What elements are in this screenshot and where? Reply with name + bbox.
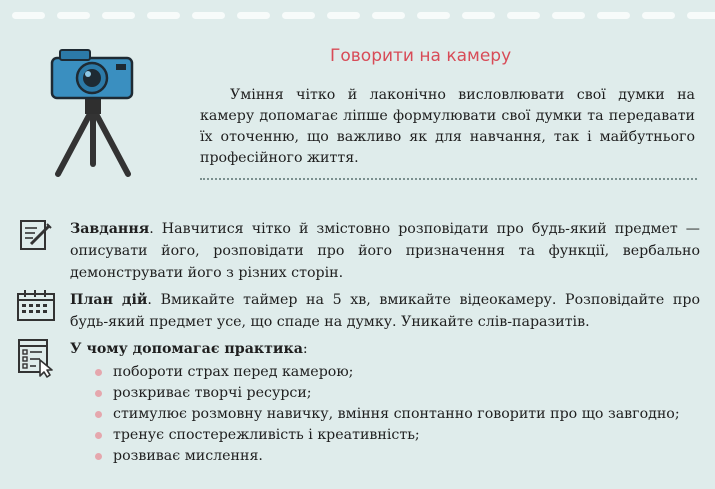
calendar-icon	[15, 288, 57, 322]
practice-label: У чому допомагає практика	[70, 341, 303, 357]
dotted-divider	[200, 178, 697, 180]
top-dashed-border	[0, 12, 715, 20]
list-item: розкриває творчі ресурси;	[95, 383, 700, 404]
practice-section	[70, 338, 700, 467]
intro-paragraph: Уміння чітко й лаконічно висловлювати свої думки на камеру допомагає ліпше формулювати свої думки та передавати їх оточенню, що важливо як для навчання, так і майбутнього професійного життя.	[200, 87, 695, 166]
list-item: розвиває мислення.	[95, 446, 700, 467]
task-label: Завдання	[70, 221, 150, 237]
task-section	[70, 218, 700, 284]
list-item: тренує спостережливість і креативність;	[95, 425, 700, 446]
section-title: Говорити на камеру	[330, 46, 512, 66]
task-text: . Навчитися чітко й змістовно розповідати про будь-який предмет — описувати його, розповідати про його призначення та функції, вербально демонструвати його з різних сторін.	[70, 221, 700, 281]
list-item: побороти страх перед камерою;	[95, 362, 700, 383]
practice-list	[70, 362, 700, 467]
document-pen-icon	[17, 216, 55, 254]
practice-suffix: :	[302, 341, 308, 357]
plan-label: План дій	[70, 292, 148, 308]
list-item: стимулює розмовну навичку, вміння спонтанно говорити про що завгодно;	[95, 404, 700, 425]
plan-section	[70, 289, 700, 333]
checklist-cursor-icon	[16, 336, 58, 378]
plan-text: . Вмикайте таймер на 5 хв, вмикайте відеокамеру. Розповідайте про будь-який предмет усе, що спаде на думку. Уникайте слів-паразитів.	[70, 292, 701, 330]
camera-tripod-icon	[38, 44, 148, 184]
